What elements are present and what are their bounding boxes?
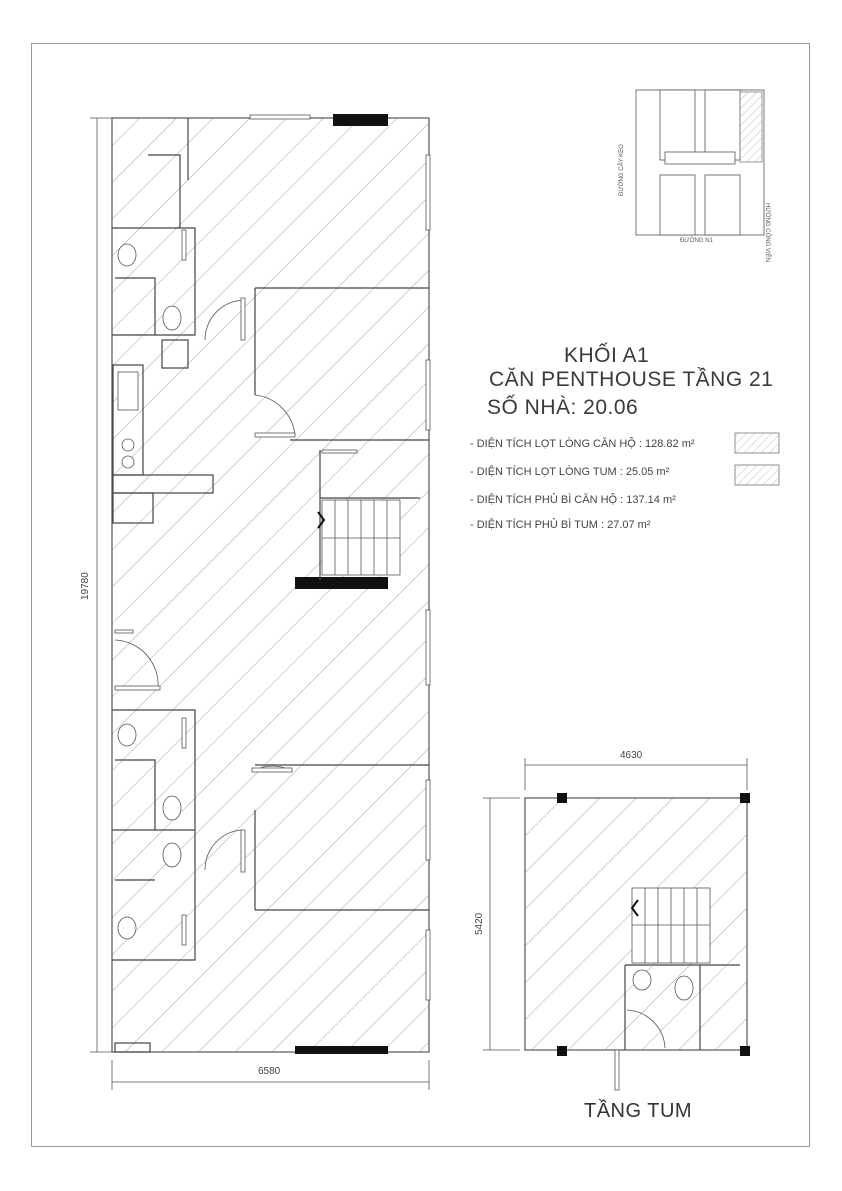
key-plan-bottom-road: ĐƯỜNG N1 [680,238,713,244]
key-plan [636,90,764,235]
top-window [250,115,310,119]
key-plan-left-road: ĐƯỜNG CÂY KEO [619,144,625,196]
legend-item: - DIỆN TÍCH PHỦ BÌ TUM : 27.07 m² [470,519,651,531]
key-plan-right-direction: HƯỚNG CÔNG VIÊN [764,203,770,262]
legend-swatch-roof [735,465,779,485]
roof-staircase [632,888,710,963]
main-height-dimension: 19780 [80,572,91,600]
unit-number-title: SỐ NHÀ: 20.06 [487,396,639,419]
roof-width-dimension: 4630 [620,750,643,761]
main-floor-plan [90,114,430,1090]
column-middle [295,577,388,589]
unit-type-title: CĂN PENTHOUSE TẦNG 21 [489,368,774,391]
block-title: KHỐI A1 [564,344,650,367]
column-bottom [295,1046,388,1054]
roof-floor-plan [483,758,750,1090]
staircase [318,500,400,575]
legend-item: - DIỆN TÍCH LỌT LÒNG CĂN HỘ : 128.82 m² [470,438,695,450]
roof-plan-label: TẦNG TUM [584,1100,693,1122]
legend-swatch-apartment [735,433,779,453]
legend-item: - DIỆN TÍCH PHỦ BÌ CĂN HỘ : 137.14 m² [470,494,676,506]
legend-swatches [735,433,779,485]
key-plan-unit-highlight [740,92,762,162]
roof-height-dimension: 5420 [474,912,485,935]
legend-item: - DIỆN TÍCH LỌT LÒNG TUM : 25.05 m² [470,466,670,478]
column-top [333,114,388,126]
main-width-dimension: 6580 [258,1066,281,1077]
